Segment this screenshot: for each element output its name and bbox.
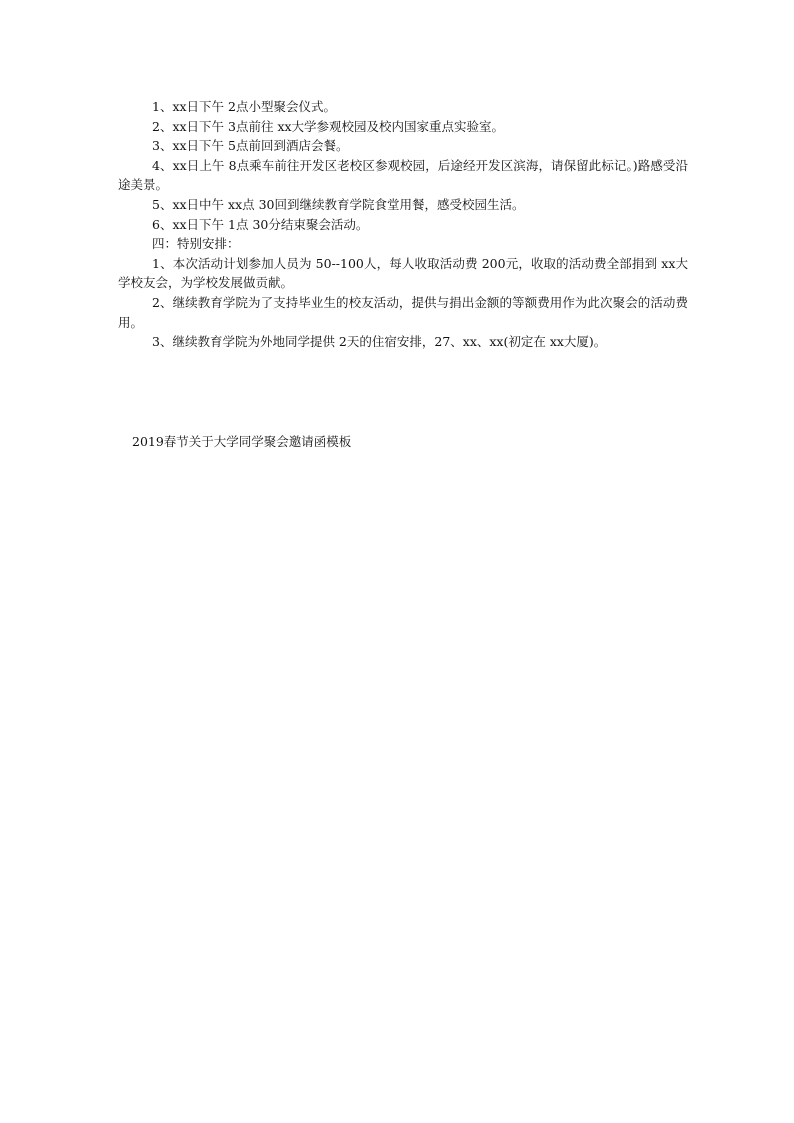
schedule-item-2: 2、xx日下午 3点前往 xx大学参观校园及校内国家重点实验室。 <box>152 118 505 134</box>
document-footer-title: 2019春节关于大学同学聚会邀请函模板 <box>132 434 352 449</box>
special-item-1: 1、本次活动计划参加人员为 50--100人，每人收取活动费 200元，收取的活动费全部捐到 xx大学校友会，为学校发展做贡献。 <box>118 255 688 291</box>
schedule-item-1: 1、xx日下午 2点小型聚会仪式。 <box>152 99 336 114</box>
section-heading-special-arrangements: 四：特别安排： <box>152 236 240 252</box>
special-item-2: 2、继续教育学院为了支持毕业生的校友活动，提供与捐出金额的等额费用作为此次聚会的活动费用。 <box>118 294 688 330</box>
special-item-3: 3、继续教育学院为外地同学提供 2天的住宿安排，27、xx、xx(初定在 xx大厦)。 <box>152 334 607 350</box>
schedule-item-4: 4、xx日上午 8点乘车前往开发区老校区参观校园，后途经开发区滨海，请保留此标记。)路感受沿途美景。 <box>118 157 688 193</box>
schedule-item-5: 5、xx日中午 xx点 30回到继续教育学院食堂用餐，感受校园生活。 <box>152 196 525 212</box>
schedule-item-3: 3、xx日下午 5点前回到酒店会餐。 <box>152 138 349 154</box>
document-body <box>118 97 688 352</box>
schedule-item-6: 6、xx日下午 1点 30分结束聚会活动。 <box>152 216 369 232</box>
